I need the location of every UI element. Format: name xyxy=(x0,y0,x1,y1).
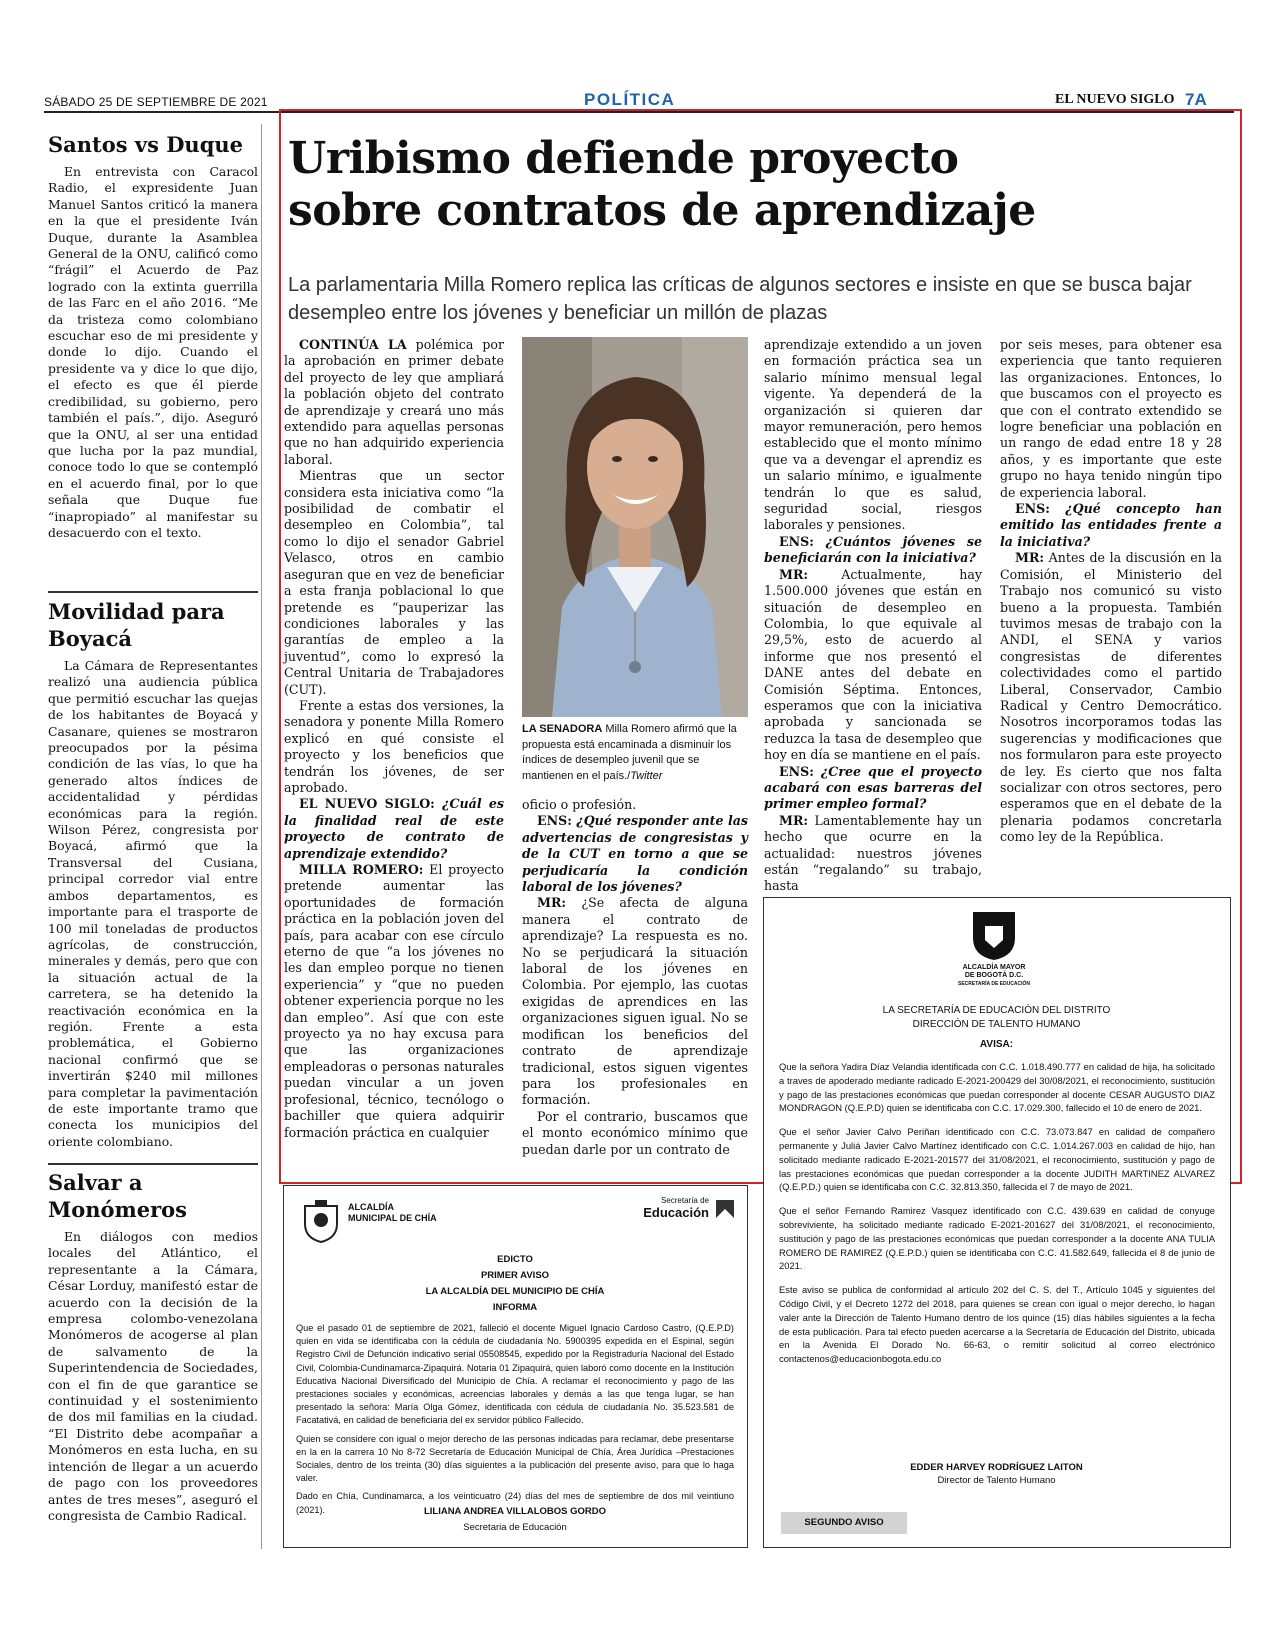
issue-date: SÁBADO 25 DE SEPTIEMBRE DE 2021 xyxy=(44,95,268,109)
speaker-label: ENS: xyxy=(537,813,577,829)
question: ¿Cuántos jóvenes se beneficiarán con la iniciativa? xyxy=(764,533,982,566)
heading-line: AVISA: xyxy=(979,1039,1014,1050)
heading-line: LA ALCALDÍA DEL MUNICIPIO DE CHÍA xyxy=(425,1286,605,1297)
headline-line: Uribismo defiende proyecto xyxy=(288,133,959,184)
speaker-label: ENS: xyxy=(779,763,821,779)
chia-body xyxy=(296,1322,734,1517)
article-headline xyxy=(288,133,1036,237)
paragraph: Que el pasado 01 de septiembre de 2021, falleció el docente Miguel Ignacio Cardoso Castro, (Q.E.P.D) quien en vida se identificaba con la cédula de ciudadanía No. 5900395 expedida en el Espinal, según Registro Civil de Defunción indicativo serial 05508545, expedido por la Registraduría Nacional del Estado Civil, Colombia-Cundinamarca-Zipaquirá. Notaria 01 Zipaquirá, quien laboró como docente en la Institución Educativa Nacional Diversificado del Municipio de Chía. A reclamar el reconocimiento y pago de las prestaciones sociales y económicas, acreencias laborales y demás a las que tenga lugar, se han presentado la señora: María Olga Gómez, identificada con cédula de ciudadanía No. 35.523.581 de Facatativá, en calidad de beneficiaria del ex servidor público Fallecido. xyxy=(296,1323,734,1426)
paragraph: Quien se considere con igual o mejor derecho de las personas indicadas para reclamar, debe presentarse en la en la carrera 10 No 8-72 Secretaría de Educación Municipal de Chía, Área Jurídica –Prestaciones Sociales, dentro de los treinta (30) días siguientes a la publicación del presente aviso, para que lo haga valer. xyxy=(296,1433,734,1484)
signer-name: EDDER HARVEY RODRÍGUEZ LAITON xyxy=(910,1462,1083,1473)
brief-divider xyxy=(48,591,258,593)
signer-name: LILIANA ANDREA VILLALOBOS GORDO xyxy=(423,1506,607,1517)
paragraph: polémica por la aprobación en primer debate del proyecto de ley que ampliará la población objeto del contrato de aprendizaje y creará uno más extendido para aquellas personas que no han adquirido experiencia laboral. xyxy=(284,337,505,467)
paragraph: aprendizaje extendido a un joven en formación práctica sea un salario mínimo mensual legal vigente. Ya dependerá de la organización si quieren dar mayor remuneración, pero hemos establecido que el monto mínimo que va a devengar el aprendiz es un salario mínimo, e igualmente tendrán lo que es salud, seguridad social, riesgos laborales y pensiones. xyxy=(764,337,982,533)
brief-title: Movilidad para Boyacá xyxy=(48,599,225,651)
answer: Lamentablemente hay un hecho que ocurre en la actualidad: nuestros jóvenes están “regalando” su trabajo, hasta xyxy=(764,812,982,894)
brief-monomeros xyxy=(48,1169,258,1524)
bogota-shield-icon xyxy=(967,908,1021,962)
org-line: DE BOGOTÁ D.C. xyxy=(964,972,1024,979)
brief-text: En diálogos con medios locales del Atlántico, el representante a la Cámara, César Lorduy, manifestó estar de acuerdo con la decisión de la empresa colombo-venezolana Monómeros de acogerse al plan de salvamento de la Superintendencia de Sociedades, con el fin de que garantice se continuidad y el sostenimiento de dos mil familias en la ciudad. “El Distrito debe acompañar a Monómeros en esta lucha, en su intención de llegar a un acuerdo de pago con los proveedores antes de tres meses”, aseguró el congresista de Cambio Radical. xyxy=(48,1229,258,1523)
caption-lead: LA SENADORA xyxy=(522,723,603,735)
article-dek: La parlamentaria Milla Romero replica las críticas de algunos sectores e insiste en que se busca bajar desempleo entre los jóvenes y beneficiar un millón de plazas xyxy=(288,274,1192,324)
speaker-label: MR: xyxy=(779,566,809,582)
brief-title: Salvar a Monómeros xyxy=(48,1170,188,1222)
signer-role: Director de Talento Humano xyxy=(937,1475,1056,1486)
article-column-4 xyxy=(1000,337,1222,846)
speaker-label: MILLA ROMERO: xyxy=(299,862,424,877)
paragraph: Por el contrario, buscamos que el monto económico mínimo que puedan darle por un contrato de xyxy=(522,1108,748,1157)
heading-line: PRIMER AVISO xyxy=(480,1270,550,1281)
bogota-body xyxy=(779,1060,1215,1366)
brief-divider xyxy=(48,1163,258,1165)
chia-signature xyxy=(284,1504,746,1536)
brief-santos xyxy=(48,131,258,541)
brief-text: En entrevista con Caracol Radio, el expresidente Juan Manuel Santos criticó la manera en la que el presidente Iván Duque, durante la Asamblea General de la ONU, calificó como “frágil” el Acuerdo de Paz logrado con la extinta guerrilla de las Farc en el año 2016. “Me da tristeza como colombiano escuchar eso de mi presidente y donde lo dijo. Cuando el presidente va y dice lo que dijo, el efecto es que él pierde credibilidad, su gobierno, pero también el país.”, dijo. Aseguró que la ONU, al ser una entidad que lucha por la paz mundial, conoce todo lo que se contempló en el acuerdo final, por lo que señala que Duque fue “inapropiado” al manifestar su desacuerdo con el texto. xyxy=(48,164,258,540)
section-name: POLÍTICA xyxy=(584,90,676,109)
bogota-org-block xyxy=(919,964,1069,988)
paragraph: Que el señor Javier Calvo Periñan identificado con C.C. 73.073.847 en calidad de compañero permanente y Juliá Javier Calvo Martínez identificado con C.C. 1.014.267.003 en calidad de hijo, han solicitado mediante radicado E-2021-201577 del 31/08/2021, el reconocimiento, sustitución y pago de las prestaciones económicas que puedan corresponder a la docente JUDITH MARTINEZ ALVAREZ (Q.E.P.D.) quien se identificaba con C.C. 32.813.350, fallecida el 7 de mayo de 2021. xyxy=(779,1126,1215,1193)
heading-line: INFORMA xyxy=(492,1302,538,1313)
education-logo-icon xyxy=(714,1198,736,1220)
question: ¿Qué responder ante las advertencias de congresistas y de la CUT en torno a que se perjudicaría la condición laboral de los jóvenes? xyxy=(522,813,748,895)
org-line: ALCALDÍA MAYOR xyxy=(962,964,1026,971)
article-column-2 xyxy=(522,797,748,1158)
column-divider xyxy=(261,124,262,1549)
signer-role: Secretaria de Educación xyxy=(463,1522,567,1533)
speaker-label: MR: xyxy=(537,895,567,911)
paragraph: oficio o profesión. xyxy=(522,797,637,812)
org-line: SECRETARÍA DE EDUCACIÓN xyxy=(958,981,1030,987)
answer: Actualmente, hay 1.500.000 jóvenes que están en situación de desempleo en Colombia, lo que equivale al 29,5%, esto de acuerdo al informe que nos presentó el DANE antes del debate en Comisión Séptima. Entonces, esperamos que con la iniciativa aprobada y sancionada se reduzca la tasa de desempleo que hoy en día se mantiene en el país. xyxy=(764,566,982,763)
article-column-3 xyxy=(764,337,982,895)
heading-line: DIRECCIÓN DE TALENTO HUMANO xyxy=(912,1019,1081,1030)
speaker-label: EL NUEVO SIGLO: xyxy=(299,796,443,812)
brief-text: La Cámara de Representantes realizó una audiencia pública que permitió escuchar las quejas de los habitantes de Boyacá y Casanare, quienes se mostraron preocupados por la pésima condición de las vías, lo que ha generado altos índices de accidentalidad y pérdidas económicas para la región. Wilson Pérez, congresista por Boyacá, afirmó que la Transversal del Cusiana, principal corredor vial entre ambos departamentos, es importante para el trasporte de 100 mil toneladas de productos agrícolas, de construcción, minerales y demás, pero que con la situación actual de la carretera, se ha detenido la reactivación económica en la región. Frente a esta problemática, el Gobierno nacional confirmó que se invertirán $240 mil millones para completar la pavimentación de este importante tramo que conecta los municipios del oriente colombiano. xyxy=(48,658,258,1149)
heading-line: LA SECRETARÍA DE EDUCACIÓN DEL DISTRITO xyxy=(882,1005,1111,1016)
speaker-label: MR: xyxy=(779,812,809,828)
paragraph: Dado en Chía, Cundinamarca, a los veinticuatro (24) días del mes de septiembre de dos mil veintiuno (2021). xyxy=(296,1491,734,1515)
speaker-label: MR: xyxy=(1015,550,1045,566)
answer: ¿Se afecta de alguna manera el contrato de aprendizaje? La respuesta es no. No se perjudicará la situación laboral de los jóvenes en Colombia. Por ejemplo, las cuotas exigidas de aprendices en las organizaciones siguen igual. No se modifican los beneficios del contrato de aprendizaje tradicional, estos siguen vigentes para los profesionales en formación. xyxy=(522,895,748,1108)
speaker-label: ENS: xyxy=(779,533,826,549)
newspaper-brand: EL NUEVO SIGLO xyxy=(1055,92,1175,107)
dept-small: Secretaría de xyxy=(660,1196,709,1205)
bogota-heading xyxy=(764,1004,1229,1052)
dept-name: Educación xyxy=(643,1205,709,1220)
senator-photo xyxy=(522,337,748,717)
headline-line: sobre contratos de aprendizaje xyxy=(288,185,1036,236)
chia-dept-logo xyxy=(614,1196,709,1220)
answer: Antes de la discusión en la Comisión, el Ministerio del Trabajo nos comunicó su visto bueno a la propuesta. También tuvimos mesas de trabajo con la ANDI, el SENA y varios congresistas de diferentes colectividades como el partido Liberal, Conservador, Cambio Radical y Centro Democrático. Nosotros incorporamos todas las sugerencias y modificaciones que nos formularon para este proyecto de ley. Es cierto que nos falta socializar con otros sectores, pero esperamos que en el debate de la plenaria podamos concretarla como ley de la República. xyxy=(1000,550,1222,845)
coat-of-arms-icon xyxy=(301,1198,341,1244)
paragraph: por seis meses, para obtener esa experiencia que tanto requieren las organizaciones. Entonces, lo que buscamos con el proyecto es que con el contrato extendido se logre beneficiar una población en un rango de edad entre 18 y 28 años, y es importante que este grupo no haya tenido ningún tipo de experiencia laboral. xyxy=(1000,337,1222,500)
notice-chia xyxy=(283,1185,748,1548)
caption-text: Milla Romero afirmó que la propuesta está encaminada a disminuir los índices de desempleo juvenil que se mantienen en el país./ xyxy=(522,723,737,782)
paragraph: Este aviso se publica de conformidad al artículo 202 del C. S. del T., Artículo 1045 y siguientes del Código Civil, y el Decreto 1272 del 2018, para quienes se crean con igual o mejor derecho, lo hagan valer ante la Dirección de Talento Humano dentro de los quince (15) días hábiles siguientes a la fecha de esta publicación. Para tal efecto pueden acercarse a la Secretaría de Educación del Distrito, ubicada en la Avenida El Dorado No. 66-63, o remitir solicitud al correo electrónico contactenos@educacionbogota.edu.co xyxy=(779,1284,1215,1365)
chia-org-name: ALCALDÍA MUNICIPAL DE CHÍA xyxy=(348,1202,437,1223)
question: ¿Cuál es la finalidad real de este proyecto de contrato de aprendizaje extendido? xyxy=(284,796,504,861)
chia-heading xyxy=(284,1252,746,1316)
bogota-signature xyxy=(764,1461,1229,1487)
answer: El proyecto pretende aumentar las oportunidades de formación práctica en la población joven del país, para acabar con ese círculo eterno de que “a los jóvenes no les dan empleo porque no tienen experiencia” y “que no pueden obtener experiencia porque no les dan empleo”. Así que con este proyecto ya no hay excusa para que las organizaciones empleadoras o personas naturales puedan vincular a un joven profesional, técnico, tecnólogo o bachiller que quiera adquirir formación práctica en cualquier xyxy=(284,862,504,1140)
lead-in: CONTINÚA LA xyxy=(299,337,407,352)
paragraph: Que la señora Yadira Díaz Velandia identificada con C.C. 1.018.490.777 en calidad de hija, ha solicitado a traves de apoderado mediante radicado E-2021-200429 del 30/08/2021, el reconocimiento, sustitución y pago de las prestaciones económicas que puedan corresponder al docente CESAR AUGUSTO DIAZ MONDRAGON (Q.E.P.D) quien se identificaba con C.C. 17.029.300, fallecido el 10 de enero de 2021. xyxy=(779,1061,1215,1114)
paragraph: Que el señor Fernando Ramirez Vasquez identificado con C.C. 439.639 en calidad de conyuge sobreviviente, ha solicitado mediante radicado E-2021-201627 del 31/08/2021, el reconocimiento, sustitución y pago de las prestaciones económicas que puedan corresponder a la docente ANA TULIA ROMERO DE RAMIREZ (Q.E.P.D.) quien se identificaba con C.C. 41.582.649, fallecida el 8 de junio de 2021. xyxy=(779,1205,1215,1272)
brief-title: Santos vs Duque xyxy=(48,132,244,157)
brief-boyaca xyxy=(48,598,258,1150)
segundo-aviso-label: SEGUNDO AVISO xyxy=(781,1512,907,1534)
photo-caption xyxy=(522,722,748,784)
article-column-1 xyxy=(284,337,504,1141)
photo-credit: Twitter xyxy=(630,769,663,782)
speaker-label: ENS: xyxy=(1015,501,1066,517)
paragraph: Frente a estas dos versiones, la senadora y ponente Milla Romero explicó en qué consiste el proyecto y los beneficios que tendrán los jóvenes, de ser aprobado. xyxy=(284,697,504,795)
paragraph: Mientras que un sector considera esta iniciativa como “la posibilidad de combatir el desempleo en Colombia”, tal como lo dijo el senador Gabriel Velasco, otros en cambio aseguran que en vez de beneficiar a esta franja poblacional lo que pretende es “pauperizar las condiciones laborales y las garantías de empleo a la juventud”, como lo expresó la Central Unitaria de Trabajadores (CUT). xyxy=(284,468,504,697)
page-number: 7A xyxy=(1185,90,1207,109)
question: ¿Cree que el proyecto acabará con esas barreras del primer empleo formal? xyxy=(764,763,982,812)
question: ¿Qué concepto han emitido las entidades frente a la iniciativa? xyxy=(1000,501,1222,549)
notice-bogota xyxy=(763,897,1231,1548)
heading-line: EDICTO xyxy=(497,1254,533,1265)
